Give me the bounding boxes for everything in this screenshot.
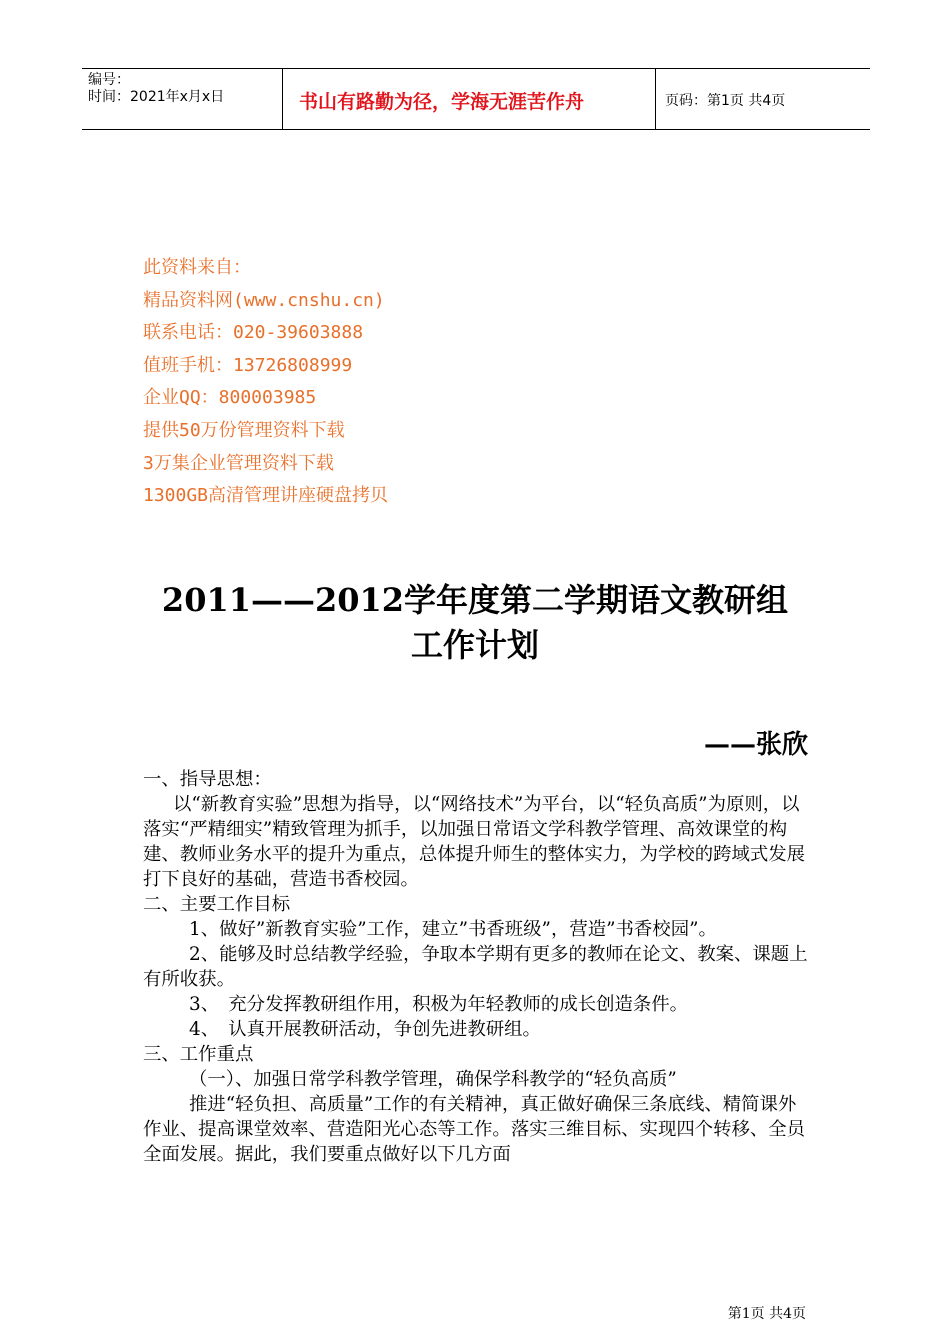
promo-line: 提供50万份管理资料下载: [143, 419, 345, 441]
goal-item: 2、能够及时总结教学经验，争取本学期有更多的教师在论文、教案、课题上有所收获。: [143, 944, 808, 990]
section3-heading: 三、工作重点: [143, 1044, 254, 1065]
promo-line: 精品资料网(www.cnshu.cn): [143, 289, 385, 311]
section2-heading: 二、主要工作目标: [143, 894, 291, 915]
point1-heading: （一）、加强日常学科教学管理，确保学科教学的“轻负高质”: [189, 1069, 677, 1090]
goal-item: 4、 认真开展教研活动，争创先进教研组。: [189, 1019, 541, 1040]
header-page-label: 页码：第1页 共4页: [665, 93, 786, 109]
doc-title-line1: 2011——2012学年度第二学期语文教研组: [161, 581, 789, 619]
goal-item: 3、 充分发挥教研组作用，积极为年轻教师的成长创造条件。: [189, 994, 689, 1015]
page-footer: 第1页 共4页: [727, 1306, 806, 1322]
promo-line: 值班手机：13726808999: [143, 354, 353, 376]
promo-line: 联系电话：020-39603888: [143, 322, 364, 344]
number-label: 编号：: [88, 72, 130, 88]
header-page-cell: [655, 69, 870, 129]
doc-body: [143, 767, 808, 1167]
section1-paragraph: 以“新教育实验”思想为指导，以“网络技术”为平台，以“轻负高质”为原则，以落实“严精细实”精致管理为抓手，以加强日常语文学科教学管理、高效课堂的构建、教师业务水平的提升为重点，总体提升师生的整体实力，为学校的跨域式发展打下良好的基础，营造书香校园。: [143, 794, 806, 890]
promo-line: 1300GB高清管理讲座硬盘拷贝: [143, 485, 389, 507]
document-header: [82, 68, 870, 130]
header-info-cell: [82, 69, 282, 129]
point1-paragraph: 推进“轻负担、高质量”工作的有关精神，真正做好确保三条底线、精简课外作业、提高课堂效率、营造阳光心态等工作。落实三维目标、实现四个转移、全员全面发展。据此，我们要重点做好以下几方面: [143, 1094, 806, 1165]
motto-text: 书山有路勤为径，学海无涯苦作舟: [299, 91, 585, 113]
doc-author: ——张欣: [703, 730, 808, 760]
promo-block: [143, 252, 388, 513]
section1-heading: 一、指导思想：: [143, 769, 272, 790]
date-label: 时间：2021年x月x日: [88, 89, 225, 105]
promo-line: 企业QQ：800003985: [143, 387, 317, 409]
promo-line: 此资料来自：: [143, 257, 251, 278]
header-motto-cell: [282, 69, 656, 129]
goal-item: 1、做好”新教育实验”工作，建立”书香班级”，营造”书香校园”。: [189, 919, 717, 940]
promo-line: 3万集企业管理资料下载: [143, 452, 334, 474]
doc-title-line2: 工作计划: [410, 626, 539, 664]
